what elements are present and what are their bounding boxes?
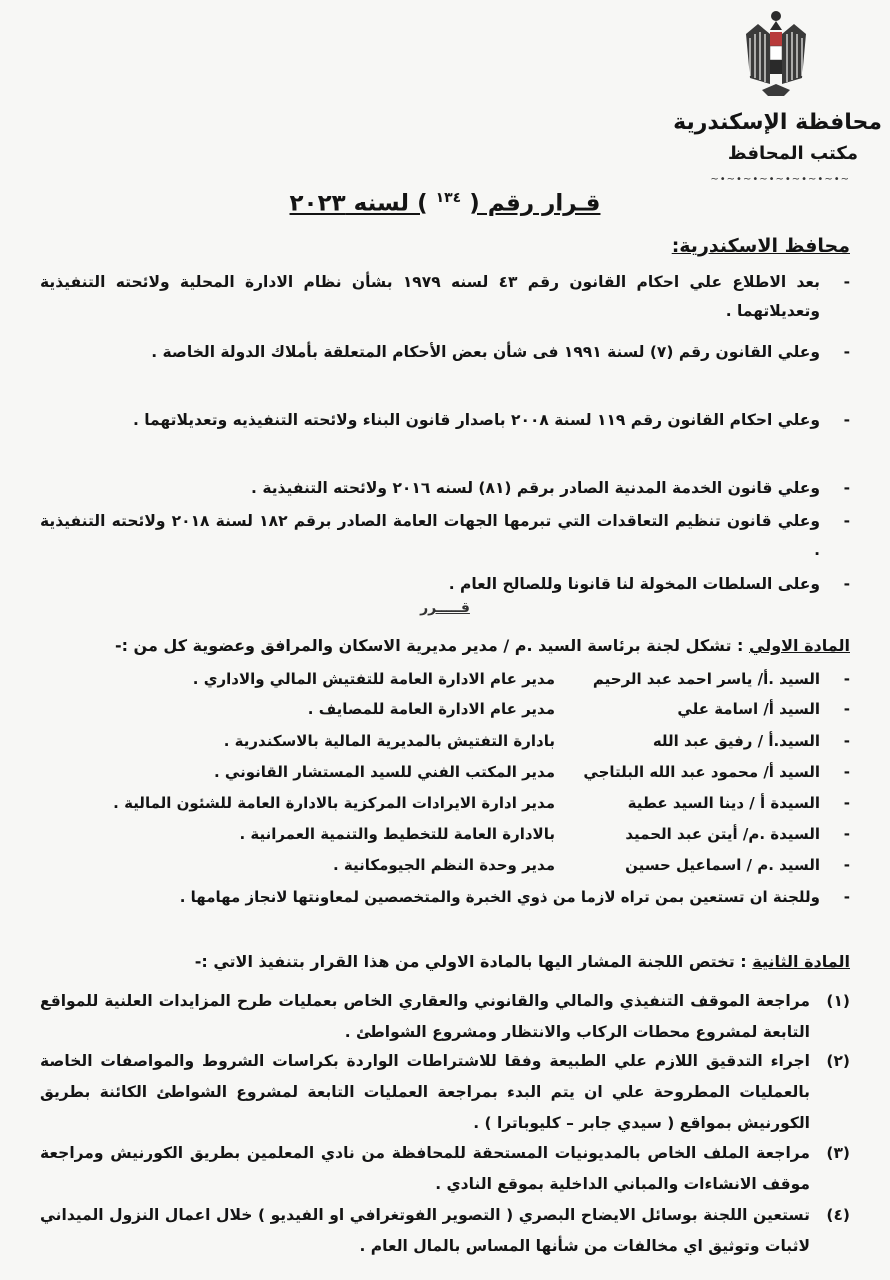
member-name: السيد .أ/ ياسر احمد عبد الرحيم [592,670,820,688]
bullet-dash: - [843,856,850,874]
member-name: السيد .م / اسماعيل حسين [625,856,820,874]
eagle-emblem-icon [744,4,808,100]
preamble-text: وعلي القانون رقم (٧) لسنة ١٩٩١ فى شأن بعض الأحكام المتعلقة بأملاك الدولة الخاصة . [151,343,820,361]
preamble-item [40,406,850,435]
member-name: السيد.أ / رفيق عبد الله [652,732,820,750]
bullet-dash: - [843,512,850,530]
task-text: اجراء التدقيق اللازم علي الطبيعة وفقا للاشتراطات الواردة بكراسات الشروط والمواصفات الخاصة بالعمليات المطروحة علي ان يتم البدء بمراجعة العمليات التابعة لمشروع الشواطئ الكائنة بطريق الكورنيش بمواقع ( سيدي جابر – كليوباترا ) . [40,1052,810,1132]
task-text: مراجعة الموقف التنفيذي والمالي والقانوني والعقاري الخاص بعمليات طرح المزايدات العلنية للمواقع التابعة لمشروع محطات الركاب والانتظار ومشروع الشواطئ . [40,992,810,1041]
task-item [40,986,850,1048]
article-2-label: المادة الثانية [752,952,850,971]
decided-heading: قـــــرر [420,600,470,616]
task-item [40,1138,850,1200]
task-number: (٢) [826,1052,850,1070]
preamble-text: بعد الاطلاع علي احكام القانون رقم ٤٣ لسنه ١٩٧٩ بشأن نظام الادارة المحلية ولائحته التنفيذية وتعديلاتهما . [40,273,820,320]
office-name: مكتب المحافظ [727,143,858,164]
member-role: بادارة التفتيش بالمديرية المالية بالاسكندرية . [223,732,555,750]
member-role: مدير المكتب الفني للسيد المستشار القانوني . [214,763,555,781]
preamble-item [40,338,850,367]
bullet-dash: - [843,670,850,688]
task-item [40,1046,850,1139]
article-2-heading [195,952,850,971]
preamble-item [40,570,850,599]
note-text: وللجنة ان تستعين بمن تراه لازما من ذوي الخبرة والمتخصصين لمعاونتها لانجاز مهامها . [179,888,820,906]
bullet-dash: - [843,888,850,906]
member-role: مدير عام الادارة العامة للتفتيش المالي والاداري . [192,670,555,688]
task-text: تستعين اللجنة بوسائل الايضاح البصري ( التصوير الفوتغرافي او الفيديو ) خلال اعمال النزول الميداني لاثبات وتوثيق اي مخالفات من شأنها المساس بالمال العام . [40,1206,810,1255]
task-text: مراجعة الملف الخاص بالمديونيات المستحقة للمحافظة من نادي المعلمين بطريق الكورنيش ومراجعة موقف الانشاءات والمباني الداخلية بموقع النادي . [40,1144,810,1193]
member-role: مدير عام الادارة العامة للمصايف . [307,700,555,718]
committee-note [40,888,850,906]
committee-member [40,825,850,853]
preamble-text: وعلى السلطات المخولة لنا قانونا وللصالح العام . [448,575,820,593]
member-role: مدير ادارة الايرادات المركزية بالادارة العامة للشئون المالية . [113,794,555,812]
bullet-dash: - [843,825,850,843]
bullet-dash: - [843,763,850,781]
decree-prefix: قـرار رقم ( [469,190,601,217]
preamble-text: وعلي قانون الخدمة المدنية الصادر برقم (٨١) لسنه ٢٠١٦ ولائحته التنفيذية . [251,479,820,497]
preamble-item [40,268,850,326]
committee-member [40,670,850,698]
task-item [40,1200,850,1262]
governor-line: محافظ الاسكندرية: [671,235,850,257]
decree-title [0,190,890,217]
committee-member [40,700,850,728]
bullet-dash: - [843,575,850,593]
bullet-dash: - [843,343,850,361]
committee-member [40,763,850,791]
article-1-label: المادة الاولي [749,636,850,655]
task-number: (٤) [826,1206,850,1224]
member-name: السيد أ/ محمود عبد الله البلتاجي [583,763,820,781]
task-number: (١) [826,992,850,1010]
bullet-dash: - [843,411,850,429]
preamble-item [40,507,850,565]
bullet-dash: - [843,794,850,812]
member-role: مدير وحدة النظم الجيومكانية . [332,856,555,874]
task-number: (٣) [826,1144,850,1162]
committee-member [40,794,850,822]
preamble-text: وعلي قانون تنظيم التعاقدات التي تبرمها الجهات العامة الصادر برقم ١٨٢ لسنة ٢٠١٨ ولائحته التنفيذية . [40,512,820,559]
bullet-dash: - [843,732,850,750]
preamble-item [40,474,850,503]
bullet-dash: - [843,273,850,291]
article-1-text: : تشكل لجنة برئاسة السيد .م / مدير مديرية الاسكان والمرافق وعضوية كل من :- [114,636,744,655]
preamble-text: وعلي احكام القانون رقم ١١٩ لسنة ٢٠٠٨ باصدار قانون البناء ولائحته التنفيذيه وتعديلاتهما . [132,411,820,429]
committee-member [40,856,850,884]
committee-member [40,732,850,760]
bullet-dash: - [843,479,850,497]
decree-suffix: ) لسنه ٢٠٢٣ [289,190,428,217]
member-name: السيد أ/ اسامة علي [677,700,820,718]
member-role: بالادارة العامة للتخطيط والتنمية العمرانية . [239,825,555,843]
article-2-text: : تختص اللجنة المشار اليها بالمادة الاولي من هذا القرار بتنفيذ الاتي :- [194,952,747,971]
article-1-heading [115,636,850,655]
member-name: السيدة .م/ أيتن عبد الحميد [625,825,820,843]
bullet-dash: - [843,700,850,718]
governorate-name: محافظة الإسكندرية [673,110,882,135]
decorative-divider: ~•~•~•~•~•~•~•~•~ [710,174,850,185]
decree-number: ١٣٤ [435,190,462,206]
member-name: السيدة أ / دينا السيد عطية [627,794,820,812]
